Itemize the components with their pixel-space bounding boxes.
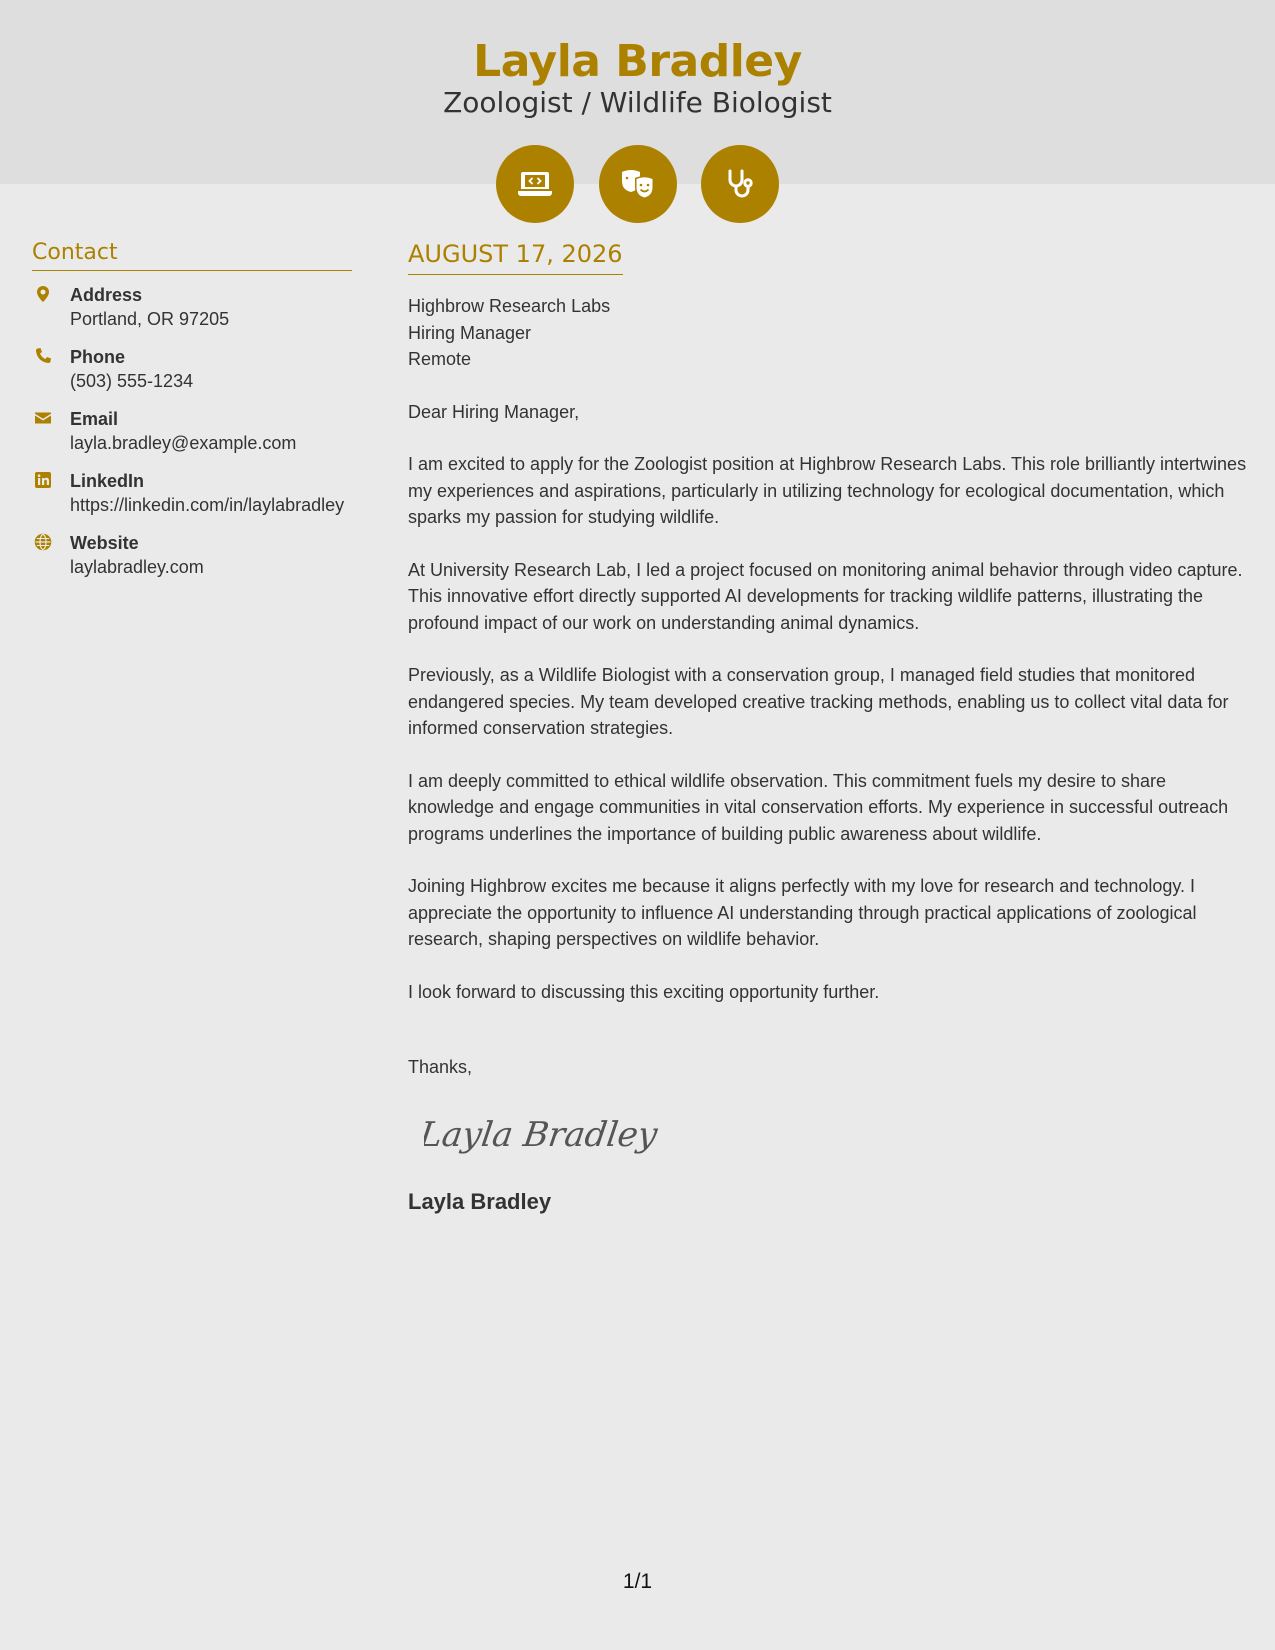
phone-icon xyxy=(34,347,52,365)
globe-icon xyxy=(34,533,52,551)
closing: Thanks, xyxy=(408,1057,473,1077)
letter-date: AUGUST 17, 2026 xyxy=(408,240,623,275)
contact-item-linkedin xyxy=(32,469,352,517)
candidate-name: Layla Bradley xyxy=(473,36,802,87)
letter-paragraph: Previously, as a Wildlife Biologist with a conservation group, I managed field studies that monitored endangered species. My team developed creative tracking methods, enabling us to collect vital data for informed conservation strategies. xyxy=(408,665,1229,738)
candidate-title: Zoologist / Wildlife Biologist xyxy=(443,86,832,119)
contact-label: Address xyxy=(70,285,143,305)
contact-section-title: Contact xyxy=(32,240,352,271)
contact-item-address xyxy=(32,283,352,331)
linkedin-icon xyxy=(34,471,52,489)
theater-masks-icon xyxy=(599,145,677,223)
recipient-location: Remote xyxy=(408,349,472,369)
letter-paragraph: I am excited to apply for the Zoologist position at Highbrow Research Labs. This role brilliantly intertwines my experiences and aspirations, particularly in utilizing technology for ecological documentation, which sparks my passion for studying wildlife. xyxy=(408,454,1247,527)
signature-text: Layla Bradley xyxy=(424,1115,660,1155)
contact-label: Email xyxy=(70,409,119,429)
address-value: Portland, OR 97205 xyxy=(70,309,230,329)
contact-label: Website xyxy=(70,533,139,553)
website-value: laylabradley.com xyxy=(70,557,204,577)
contact-item-email xyxy=(32,407,352,455)
header-icon-row xyxy=(496,145,779,223)
envelope-icon xyxy=(34,409,52,427)
contact-sidebar xyxy=(32,240,352,593)
contact-item-phone xyxy=(32,345,352,393)
contact-label: LinkedIn xyxy=(70,471,145,491)
linkedin-value: https://linkedin.com/in/laylabradley xyxy=(70,495,345,515)
signature-image xyxy=(424,1104,664,1160)
recipient-role: Hiring Manager xyxy=(408,322,532,343)
page-number: 1/1 xyxy=(622,1570,653,1593)
location-pin-icon xyxy=(34,285,52,303)
letter-paragraph: I am deeply committed to ethical wildlife observation. This commitment fuels my desire to share knowledge and engage communities in vital conservation efforts. My experience in successful outreach programs underlines the importance of building public awareness about wildlife. xyxy=(408,770,1229,844)
laptop-code-icon xyxy=(496,145,574,223)
letter-body xyxy=(408,240,1248,1215)
recipient-block xyxy=(408,293,1248,373)
email-value: layla.bradley@example.com xyxy=(70,433,297,453)
stethoscope-icon xyxy=(701,145,779,223)
signed-name: Layla Bradley xyxy=(408,1189,552,1214)
phone-value: (503) 555-1234 xyxy=(70,371,194,391)
contact-item-website xyxy=(32,531,352,579)
contact-list xyxy=(32,283,352,579)
salutation: Dear Hiring Manager, xyxy=(408,401,580,422)
recipient-company: Highbrow Research Labs xyxy=(408,296,611,316)
letter-paragraph: Joining Highbrow excites me because it aligns perfectly with my love for research and technology. I appreciate the opportunity to influence AI understanding through practical applications of zoological research, shaping perspectives on wildlife behavior. xyxy=(408,876,1197,949)
contact-label: Phone xyxy=(70,347,126,367)
letter-paragraph: At University Research Lab, I led a project focused on monitoring animal behavior through video capture. This innovative effort directly supported AI developments for tracking wildlife patterns, illustrating the profound impact of our work on understanding animal dynamics. xyxy=(408,559,1243,633)
letter-paragraph: I look forward to discussing this exciting opportunity further. xyxy=(408,981,880,1002)
